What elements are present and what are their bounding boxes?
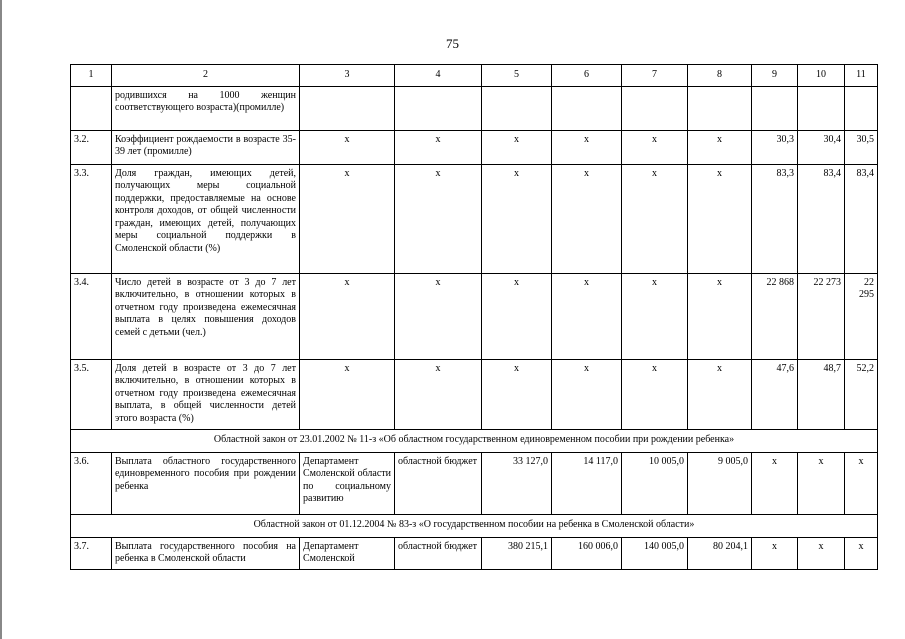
row-funding-source: областной бюджет	[395, 537, 482, 569]
row-value: x	[552, 273, 622, 359]
column-number-row	[71, 65, 878, 87]
row-value: x	[688, 359, 752, 429]
row-value: x	[752, 452, 798, 514]
row-value: x	[482, 164, 552, 273]
row-value: 22 868	[752, 273, 798, 359]
column-number: 11	[845, 65, 878, 87]
row-value: x	[688, 164, 752, 273]
row-number: 3.6.	[71, 452, 112, 514]
row-description: Коэффициент рождаемости в возрасте 35-39 лет (промилле)	[112, 130, 300, 164]
row-value: x	[552, 359, 622, 429]
row-value: 48,7	[798, 359, 845, 429]
table-row	[71, 359, 878, 429]
section-law-row	[71, 429, 878, 452]
row-value: 30,5	[845, 130, 878, 164]
row-description: родившихся на 1000 женщин соответствующего возраста)(промилле)	[112, 86, 300, 130]
column-number: 4	[395, 65, 482, 87]
row-value	[688, 86, 752, 130]
row-description: Доля граждан, имеющих детей, получающих меры социальной поддержки, предоставляемые на основе контроля доходов, от общей численности граждан, имеющих детей, получающих меры социальной поддержки в Смоленской области (%)	[112, 164, 300, 273]
row-value: x	[482, 273, 552, 359]
row-value: 14 117,0	[552, 452, 622, 514]
row-description: Выплата государственного пособия на ребенка в Смоленской области	[112, 537, 300, 569]
row-value: x	[622, 164, 688, 273]
row-funding-source: x	[395, 130, 482, 164]
row-value: 83,4	[798, 164, 845, 273]
row-description: Выплата областного государственного единовременного пособия при рождении ребенка	[112, 452, 300, 514]
row-number: 3.2.	[71, 130, 112, 164]
row-executor	[300, 86, 395, 130]
row-value	[552, 86, 622, 130]
row-value: x	[552, 130, 622, 164]
row-value: 9 005,0	[688, 452, 752, 514]
row-value: x	[688, 273, 752, 359]
page-edge	[0, 0, 2, 639]
section-law-row	[71, 514, 878, 537]
row-number: 3.5.	[71, 359, 112, 429]
row-funding-source: x	[395, 164, 482, 273]
row-value: x	[482, 130, 552, 164]
column-number: 1	[71, 65, 112, 87]
program-table	[70, 64, 878, 570]
row-value: 30,3	[752, 130, 798, 164]
column-number: 10	[798, 65, 845, 87]
column-number: 9	[752, 65, 798, 87]
row-value	[845, 86, 878, 130]
row-value: x	[688, 130, 752, 164]
table-row	[71, 273, 878, 359]
row-value: x	[622, 130, 688, 164]
row-executor: x	[300, 164, 395, 273]
row-value: 80 204,1	[688, 537, 752, 569]
row-value: x	[622, 273, 688, 359]
row-value: x	[798, 537, 845, 569]
column-number: 3	[300, 65, 395, 87]
row-number: 3.3.	[71, 164, 112, 273]
row-value: 52,2	[845, 359, 878, 429]
row-description: Число детей в возрасте от 3 до 7 лет включительно, в отношении которых в отчетном году произведена ежемесячная выплата в целях повышения доходов семей с детьми (чел.)	[112, 273, 300, 359]
row-value	[752, 86, 798, 130]
row-value: x	[752, 537, 798, 569]
row-value: 22 273	[798, 273, 845, 359]
row-value: 140 005,0	[622, 537, 688, 569]
row-executor: x	[300, 130, 395, 164]
law-title: Областной закон от 23.01.2002 № 11-з «Об областном государственном единовременном пособии при рождении ребенка»	[71, 429, 878, 452]
table-row	[71, 164, 878, 273]
row-value: 47,6	[752, 359, 798, 429]
row-value: x	[482, 359, 552, 429]
row-value	[622, 86, 688, 130]
row-description: Доля детей в возрасте от 3 до 7 лет включительно, в отношении которых в отчетном году произведена ежемесячная выплата, в общей численности детей этого возраста (%)	[112, 359, 300, 429]
row-number	[71, 86, 112, 130]
page-number: 75	[446, 36, 459, 51]
row-executor: Департамент Смоленской	[300, 537, 395, 569]
row-value: 83,3	[752, 164, 798, 273]
row-value: 33 127,0	[482, 452, 552, 514]
table-row	[71, 452, 878, 514]
row-value: x	[845, 452, 878, 514]
row-executor: x	[300, 273, 395, 359]
column-number: 7	[622, 65, 688, 87]
row-funding-source: областной бюджет	[395, 452, 482, 514]
row-value: x	[622, 359, 688, 429]
row-value: 380 215,1	[482, 537, 552, 569]
column-number: 8	[688, 65, 752, 87]
row-value	[482, 86, 552, 130]
row-value: 83,4	[845, 164, 878, 273]
row-funding-source	[395, 86, 482, 130]
column-number: 6	[552, 65, 622, 87]
column-number: 2	[112, 65, 300, 87]
law-title: Областной закон от 01.12.2004 № 83-з «О государственном пособии на ребенка в Смоленской области»	[71, 514, 878, 537]
row-number: 3.4.	[71, 273, 112, 359]
row-executor: x	[300, 359, 395, 429]
row-value: x	[552, 164, 622, 273]
row-executor: Департамент Смоленской области по социальному развитию	[300, 452, 395, 514]
row-value	[798, 86, 845, 130]
row-value: 30,4	[798, 130, 845, 164]
row-value: 22 295	[845, 273, 878, 359]
row-value: x	[798, 452, 845, 514]
row-value: 10 005,0	[622, 452, 688, 514]
row-funding-source: x	[395, 359, 482, 429]
table-row	[71, 130, 878, 164]
row-value: x	[845, 537, 878, 569]
row-funding-source: x	[395, 273, 482, 359]
table-row	[71, 86, 878, 130]
table-row	[71, 537, 878, 569]
column-number: 5	[482, 65, 552, 87]
row-number: 3.7.	[71, 537, 112, 569]
row-value: 160 006,0	[552, 537, 622, 569]
